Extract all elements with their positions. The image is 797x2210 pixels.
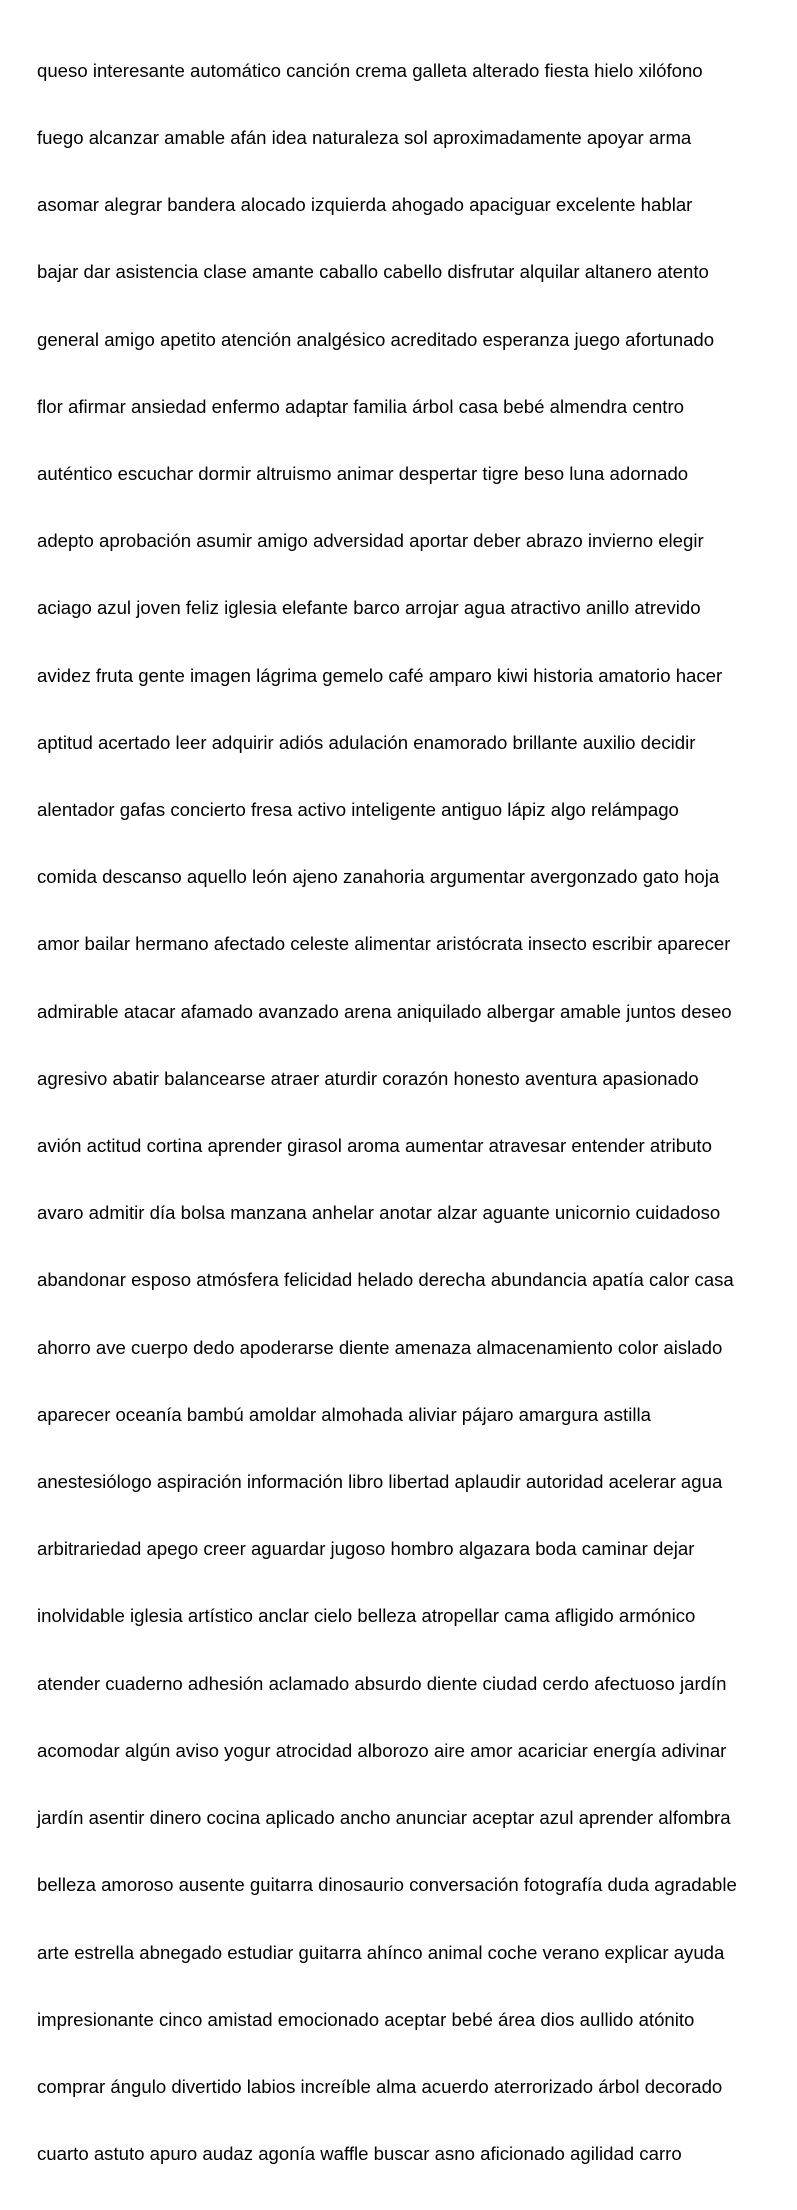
text-line-3: asomar alegrar bandera alocado izquierda ahogado apaciguar excelente hablar: [37, 194, 693, 216]
text-line-4: bajar dar asistencia clase amante caballo cabello disfrutar alquilar altanero atento: [37, 261, 709, 283]
text-line-23: arbitrariedad apego creer aguardar jugoso hombro algazara boda caminar dejar: [37, 1538, 695, 1560]
text-line-19: abandonar esposo atmósfera felicidad helado derecha abundancia apatía calor casa: [37, 1269, 734, 1291]
text-line-8: adepto aprobación asumir amigo adversidad aportar deber abrazo invierno elegir: [37, 530, 704, 552]
text-line-11: aptitud acertado leer adquirir adiós adulación enamorado brillante auxilio decidir: [37, 731, 696, 753]
text-line-30: impresionante cinco amistad emocionado aceptar bebé área dios aullido atónito: [37, 2008, 695, 2030]
text-line-22: anestesiólogo aspiración información libro libertad aplaudir autoridad acelerar agua: [37, 1471, 723, 1493]
text-line-32: cuarto astuto apuro audaz agonía waffle buscar asno aficionado agilidad carro: [37, 2143, 682, 2165]
text-line-9: aciago azul joven feliz iglesia elefante barco arrojar agua atractivo anillo atrevido: [37, 597, 701, 619]
text-line-24: inolvidable iglesia artístico anclar cielo belleza atropellar cama afligido armónico: [37, 1605, 696, 1627]
text-line-13: comida descanso aquello león ajeno zanahoria argumentar avergonzado gato hoja: [37, 866, 720, 888]
text-line-29: arte estrella abnegado estudiar guitarra ahínco animal coche verano explicar ayuda: [37, 1941, 725, 1963]
text-line-21: aparecer oceanía bambú amoldar almohada aliviar pájaro amargura astilla: [37, 1403, 651, 1425]
text-line-16: agresivo abatir balancearse atraer aturdir corazón honesto aventura apasionado: [37, 1067, 699, 1089]
text-line-20: ahorro ave cuerpo dedo apoderarse diente amenaza almacenamiento color aislado: [37, 1336, 723, 1358]
text-line-12: alentador gafas concierto fresa activo inteligente antiguo lápiz algo relámpago: [37, 799, 679, 821]
text-line-2: fuego alcanzar amable afán idea naturaleza sol aproximadamente apoyar arma: [37, 127, 692, 149]
text-line-6: flor afirmar ansiedad enfermo adaptar familia árbol casa bebé almendra centro: [37, 395, 684, 417]
word-list-text: [37, 15, 797, 2210]
text-line-28: belleza amoroso ausente guitarra dinosaurio conversación fotografía duda agradable: [37, 1874, 737, 1896]
text-line-10: avidez fruta gente imagen lágrima gemelo café amparo kiwi historia amatorio hacer: [37, 664, 723, 686]
text-line-7: auténtico escuchar dormir altruismo animar despertar tigre beso luna adornado: [37, 463, 689, 485]
text-line-18: avaro admitir día bolsa manzana anhelar anotar alzar aguante unicornio cuidadoso: [37, 1202, 721, 1224]
text-line-31: comprar ángulo divertido labios increíble alma acuerdo aterrorizado árbol decorado: [37, 2075, 723, 2097]
text-line-27: jardín asentir dinero cocina aplicado ancho anunciar aceptar azul aprender alfombra: [37, 1807, 731, 1829]
text-line-17: avión actitud cortina aprender girasol aroma aumentar atravesar entender atributo: [37, 1135, 712, 1157]
text-line-26: acomodar algún aviso yogur atrocidad alborozo aire amor acariciar energía adivinar: [37, 1739, 727, 1761]
text-line-5: general amigo apetito atención analgésico acreditado esperanza juego afortunado: [37, 328, 715, 350]
text-line-25: atender cuaderno adhesión aclamado absurdo diente ciudad cerdo afectuoso jardín: [37, 1672, 727, 1694]
text-line-1: queso interesante automático canción crema galleta alterado fiesta hielo xilófono: [37, 59, 703, 81]
text-line-15: admirable atacar afamado avanzado arena aniquilado albergar amable juntos deseo: [37, 1000, 732, 1022]
text-line-14: amor bailar hermano afectado celeste alimentar aristócrata insecto escribir aparecer: [37, 933, 731, 955]
